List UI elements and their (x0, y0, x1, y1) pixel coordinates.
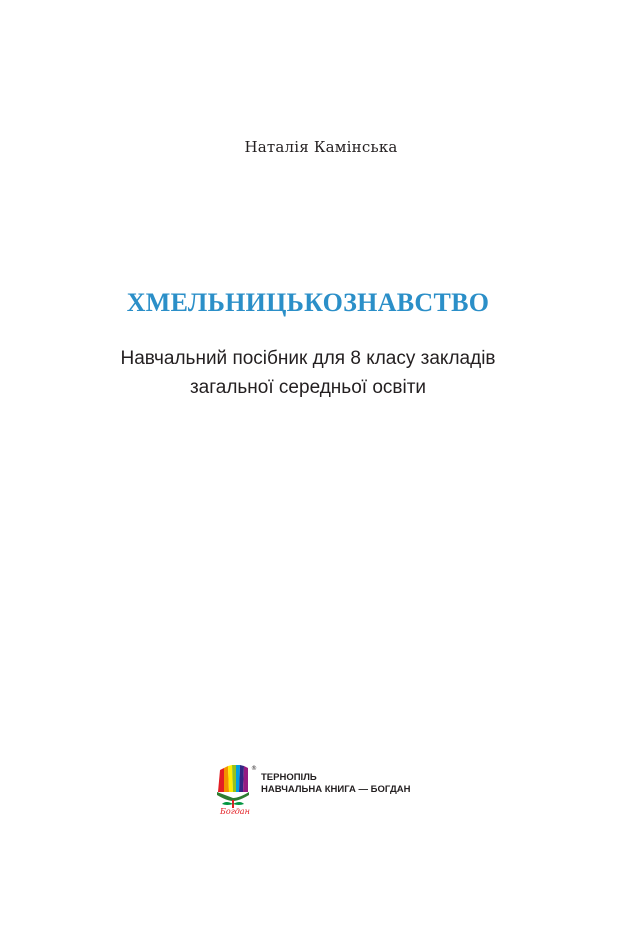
publisher-logo-icon (214, 762, 258, 816)
registered-mark: ® (251, 765, 257, 772)
logo-script-text: Богдан (220, 807, 250, 816)
publisher-block (214, 762, 454, 818)
publisher-city: ТЕРНОПІЛЬ (261, 772, 317, 783)
author-name: Наталія Камінська (244, 138, 398, 156)
publisher-name: НАВЧАЛЬНА КНИГА — БОГДАН (261, 784, 411, 795)
subtitle-line-2: загальної середньої освіти (189, 377, 427, 398)
subtitle-line-1: Навчальний посібник для 8 класу закладів (120, 348, 496, 369)
book-title: ХМЕЛЬНИЦЬКОЗНАВСТВО (126, 288, 490, 317)
publisher-text (261, 772, 411, 796)
book-subtitle (0, 344, 616, 402)
